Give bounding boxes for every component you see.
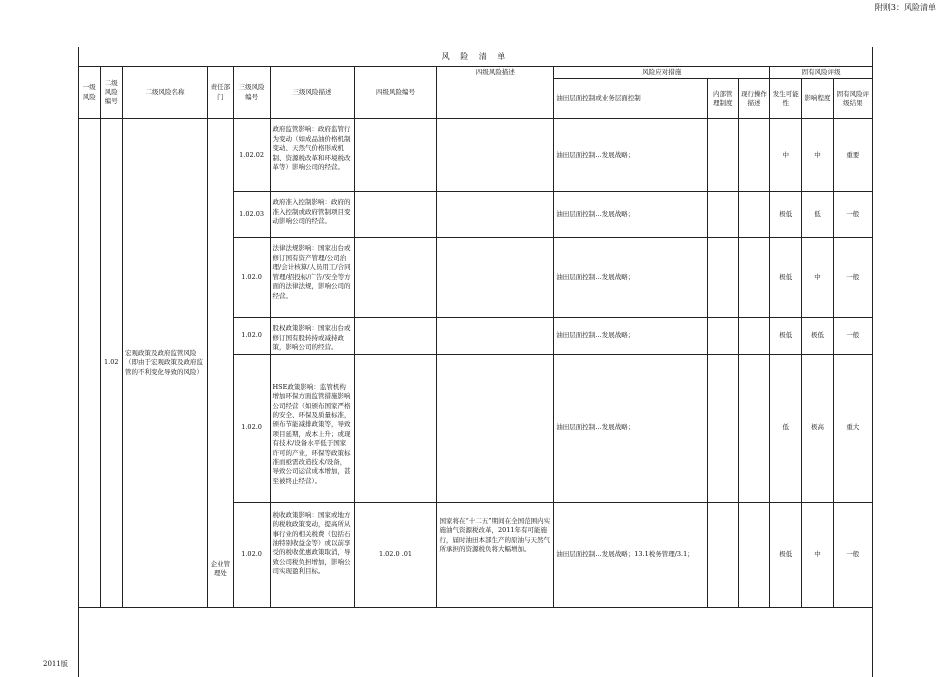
internal-control-cell <box>707 119 738 192</box>
lvl3-code-cell: 1.02.02 <box>233 119 270 192</box>
lvl3-code-cell: 1.02.03 <box>233 192 270 238</box>
header-lvl3-code: 三级风险编号 <box>233 67 270 119</box>
table-title: 风 险 清 单 <box>79 47 873 67</box>
dept-cell-upper <box>208 119 234 502</box>
rating-cell: 一般 <box>833 238 872 318</box>
header-lvl2-code: 二级风险编号 <box>100 67 123 119</box>
header-procedure: 现行操作描述 <box>738 79 770 119</box>
header-lvl3-desc: 三级风险描述 <box>270 67 354 119</box>
control-cell: 油田层面控制…发展战略； <box>554 192 708 238</box>
lvl4-desc-cell <box>437 238 554 318</box>
lvl4-desc-cell <box>437 354 554 502</box>
internal-control-cell <box>707 318 738 354</box>
lvl4-code-cell <box>354 354 437 502</box>
likelihood-cell: 极低 <box>770 238 802 318</box>
lvl4-desc-cell <box>437 318 554 354</box>
header-row-1 <box>79 67 873 79</box>
header-likelihood: 发生可能性 <box>770 79 802 119</box>
lvl4-desc-cell <box>437 119 554 192</box>
likelihood-cell: 极低 <box>770 192 802 238</box>
lvl3-code-cell: 1.02.0 <box>233 502 270 607</box>
header-field-control: 油田层面控制或业务层面控制 <box>554 79 708 119</box>
version-label: 2011版 <box>43 660 68 668</box>
control-cell: 油田层面控制…发展战略； <box>554 354 708 502</box>
likelihood-cell: 极低 <box>770 318 802 354</box>
lvl3-code-cell: 1.02.0 <box>233 318 270 354</box>
dept-cell: 企业管理处 <box>208 502 234 607</box>
rating-cell: 一般 <box>833 318 872 354</box>
impact-cell: 中 <box>802 238 834 318</box>
impact-cell: 低 <box>802 192 834 238</box>
lvl2-code-cell: 1.02 <box>100 119 123 607</box>
header-dept: 责任部门 <box>208 67 234 119</box>
internal-control-cell <box>707 238 738 318</box>
lvl1-cell <box>79 119 101 607</box>
procedure-cell <box>738 119 770 192</box>
lvl3-desc-cell: 法律法规影响：国家出台或修订国有资产管理/公司治理/会计核算/人员用工/合同管理/招投标/广告/安全等方面的法律法规，影响公司的经营。 <box>270 238 354 318</box>
procedure-cell <box>738 192 770 238</box>
header-lvl4-code: 四级风险编号 <box>354 67 437 119</box>
header-measures: 风险应对措施 <box>554 67 770 79</box>
risk-table <box>78 47 873 608</box>
impact-cell: 极低 <box>802 318 834 354</box>
lvl3-desc-cell: 税收政策影响：国家或地方的税收政策变动，提高所从事行业的相关税费（包括石油特别收益金等）或以前享受的税收优惠政策取消，导致公司税负担增加，影响公司实现盈利目标。 <box>270 502 354 607</box>
lvl4-desc-cell: 国家将在“十二五”期间在全国范围内实施油气资源税改革，2011年有可能施行，届时油田本部生产的原油与天然气所承担的资源税负将大幅增加。 <box>437 502 554 607</box>
header-rating: 固有风险评级结果 <box>833 79 872 119</box>
procedure-cell <box>738 238 770 318</box>
rating-cell: 一般 <box>833 192 872 238</box>
impact-cell: 极高 <box>802 354 834 502</box>
lvl4-code-cell <box>354 238 437 318</box>
procedure-cell <box>738 318 770 354</box>
internal-control-cell <box>707 502 738 607</box>
likelihood-cell: 低 <box>770 354 802 502</box>
table-row <box>79 119 873 192</box>
procedure-cell <box>738 502 770 607</box>
rating-cell: 重大 <box>833 354 872 502</box>
control-cell: 油田层面控制…发展战略； <box>554 238 708 318</box>
header-internal-control: 内部管理制度 <box>707 79 738 119</box>
procedure-cell <box>738 354 770 502</box>
lvl3-desc-cell: 政府监管影响：政府监管行为变动（如成品油价格机制变动、天然气价格形成机制、资源税改革和环境税改革等）影响公司的经营。 <box>270 119 354 192</box>
lvl4-code-cell <box>354 192 437 238</box>
lvl4-code-cell <box>354 318 437 354</box>
lvl4-code-cell: 1.02.0 .01 <box>354 502 437 607</box>
internal-control-cell <box>707 192 738 238</box>
likelihood-cell: 极低 <box>770 502 802 607</box>
header-lvl2-name: 二级风险名称 <box>123 67 208 119</box>
lvl4-code-cell <box>354 119 437 192</box>
control-cell: 油田层面控制…发展战略； <box>554 318 708 354</box>
lvl3-code-cell: 1.02.0 <box>233 354 270 502</box>
lvl2-name-cell: 宏观政策及政府监管风险（即由于宏观政策及政府监管的不利变化导致的风险） <box>123 119 208 607</box>
impact-cell: 中 <box>802 502 834 607</box>
lvl3-desc-cell: HSE政策影响：监管机构增加环保方面监管措施影响公司经营（如颁布国家严格的安全、环保及质量标准，颁布节能减排政策等，导致项目延期，成本上升；或现有技术/设备水平低于国家许可的产业，环保等政策标准而亟需改造技术/设备，导致公司运营成本增加，甚至被终止经营）。 <box>270 354 354 502</box>
lvl3-desc-cell: 股权政策影响：国家出台或修订国有股转持或减持政策，影响公司的经营。 <box>270 318 354 354</box>
header-inherent: 固有风险评级 <box>770 67 873 79</box>
internal-control-cell <box>707 354 738 502</box>
header-lvl1: 一级风险 <box>79 67 101 119</box>
rating-cell: 重要 <box>833 119 872 192</box>
title-row <box>79 47 873 67</box>
lvl4-desc-cell <box>437 192 554 238</box>
annex-label: 附则3：风险清单 <box>874 3 936 12</box>
header-impact: 影响程度 <box>802 79 834 119</box>
control-cell: 油田层面控制…发展战略；13.1税务管理/3.1； <box>554 502 708 607</box>
likelihood-cell: 中 <box>770 119 802 192</box>
control-cell: 油田层面控制…发展战略； <box>554 119 708 192</box>
impact-cell: 中 <box>802 119 834 192</box>
lvl3-code-cell: 1.02.0 <box>233 238 270 318</box>
header-lvl4-desc: 四级风险描述 <box>437 67 554 119</box>
rating-cell: 一般 <box>833 502 872 607</box>
lvl3-desc-cell: 政府准入控制影响：政府的准入控制或政府管制项目变动影响公司的经营。 <box>270 192 354 238</box>
